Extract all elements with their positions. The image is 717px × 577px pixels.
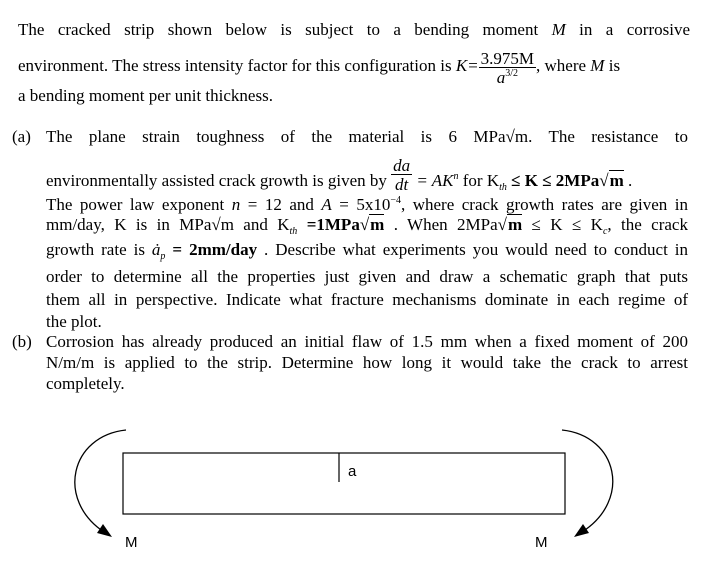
intro-line-3: a bending moment per unit thickness.: [18, 86, 273, 105]
intro-line-2: environment. The stress intensity factor for this configuration is K= $\frac{3.975M}{a^{3/2}}$ , where M is: [18, 49, 621, 87]
part-b-line-1: Corrosion has already produced an initial flaw of 1.5 mm when a fixed moment of 200: [46, 332, 688, 351]
right-arrowhead-icon: [574, 524, 589, 537]
part-a-line-8: the plot.: [46, 312, 102, 331]
right-moment-arrow: [562, 430, 613, 532]
part-a-line-7: them all in perspective. Indicate what fracture mechanisms dominate in each regime of: [46, 290, 688, 309]
part-a-line-1: The plane strain toughness of the material is 6 MPa√m. The resistance to: [46, 127, 688, 146]
right-moment-label: M: [535, 534, 548, 551]
part-a-line-5: growth rate is $ȧ_p = 2mm/day$ . Describe what experiments you would need to conduct in: [46, 240, 689, 262]
left-moment-arrow: [75, 430, 126, 532]
intro-line-1: The cracked strip shown below is subject to a bending moment M in a corrosive: [18, 20, 690, 39]
part-a-line-4: mm/day, K is in MPa√m and $K_{th} =1MPa√m$ . When $2MPa√m \le K \le K_c$, the crack: [46, 215, 688, 237]
left-arrowhead-icon: [97, 524, 112, 537]
strip-rectangle: [123, 453, 565, 514]
left-moment-label: M: [125, 534, 138, 551]
part-b-line-2: N/m/m is applied to the strip. Determine how long it would take the crack to arrest: [46, 353, 688, 372]
sqrt-symbol: √: [599, 171, 609, 190]
part-b-label: (b): [12, 332, 32, 351]
part-a-line-3: The power law exponent n = 12 and $A = 5x10^{-4}$, where crack growth rates are given in: [46, 195, 688, 214]
crack-length-label: a: [348, 463, 357, 480]
stress-intensity-fraction: $\frac{3.975M}{a^{3/2}}$: [480, 49, 535, 87]
dadt-fraction: $\frac{da}{dt}$: [393, 156, 411, 194]
part-a-label: (a): [12, 127, 31, 146]
part-a-line-2: environmentally assisted crack growth is given by $\frac{da}{dt}$ = $AK^n$ for $K_{th} \le K \le 2MPa√m$ .: [46, 156, 633, 194]
part-a-line-6: order to determine all the properties just given and draw a schematic graph that puts: [46, 267, 688, 286]
part-b-line-3: completely.: [46, 374, 125, 393]
